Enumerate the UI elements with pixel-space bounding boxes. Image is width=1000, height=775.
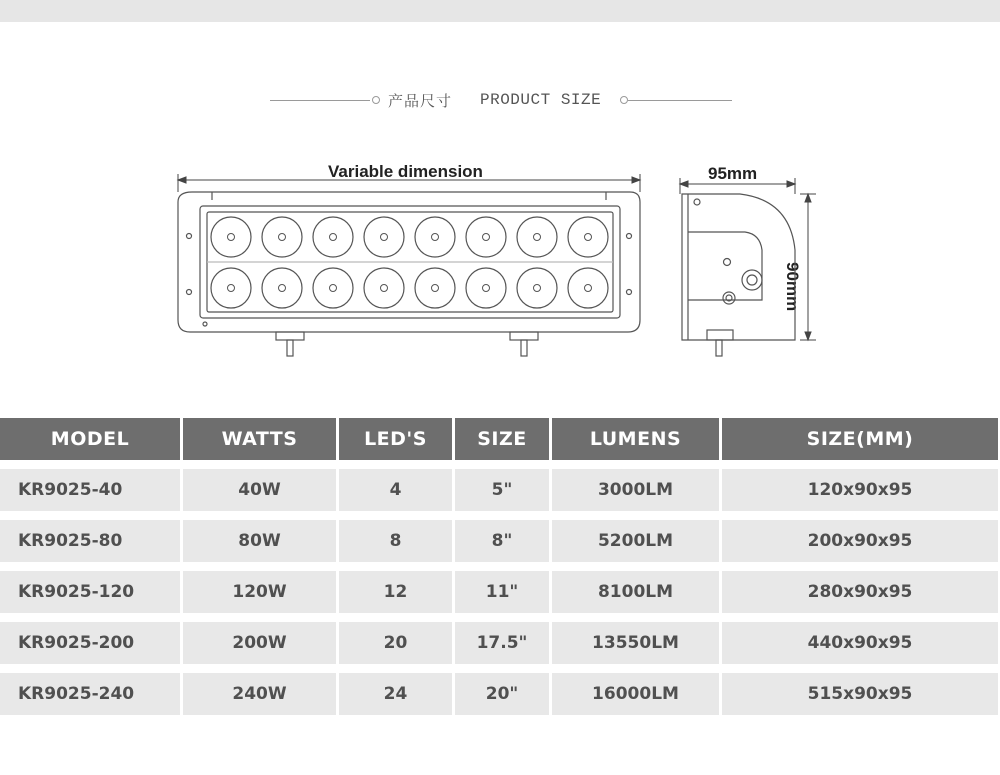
title-dot-right bbox=[620, 96, 628, 104]
cell-lumens: 3000LM bbox=[552, 469, 719, 511]
cell-watts: 200W bbox=[183, 622, 336, 664]
spec-table bbox=[0, 418, 1000, 724]
cell-leds: 12 bbox=[339, 571, 452, 613]
led-lens bbox=[364, 268, 404, 308]
led-chip bbox=[381, 285, 388, 292]
cell-lumens: 5200LM bbox=[552, 520, 719, 562]
table-row bbox=[0, 520, 1000, 562]
led-lens bbox=[211, 268, 251, 308]
cell-size: 20" bbox=[455, 673, 549, 715]
cell-size: 17.5" bbox=[455, 622, 549, 664]
led-lens bbox=[466, 217, 506, 257]
cell-model: KR9025-40 bbox=[0, 469, 180, 511]
header-size-mm: SIZE(MM) bbox=[722, 418, 998, 460]
top-bar bbox=[0, 0, 1000, 22]
led-chip bbox=[483, 234, 490, 241]
header-leds: LED'S bbox=[339, 418, 452, 460]
led-lens bbox=[364, 217, 404, 257]
led-lens bbox=[415, 217, 455, 257]
cell-watts: 40W bbox=[183, 469, 336, 511]
led-lens bbox=[415, 268, 455, 308]
led-chip bbox=[585, 285, 592, 292]
cell-size-mm: 120x90x95 bbox=[722, 469, 998, 511]
led-lens bbox=[313, 217, 353, 257]
led-chip bbox=[585, 234, 592, 241]
cell-model: KR9025-80 bbox=[0, 520, 180, 562]
led-lens bbox=[568, 217, 608, 257]
title-dot-left bbox=[372, 96, 380, 104]
led-chip bbox=[330, 285, 337, 292]
header-size: SIZE bbox=[455, 418, 549, 460]
cell-lumens: 8100LM bbox=[552, 571, 719, 613]
led-chip bbox=[228, 234, 235, 241]
cell-size-mm: 515x90x95 bbox=[722, 673, 998, 715]
table-row bbox=[0, 469, 1000, 511]
side-width-label: 95mm bbox=[708, 164, 758, 183]
cell-leds: 20 bbox=[339, 622, 452, 664]
cell-model: KR9025-200 bbox=[0, 622, 180, 664]
led-chip bbox=[228, 285, 235, 292]
title-chinese: 产品尺寸 bbox=[388, 92, 453, 110]
led-chip bbox=[330, 234, 337, 241]
title-english: PRODUCT SIZE bbox=[480, 91, 602, 109]
led-chip bbox=[534, 285, 541, 292]
led-chip bbox=[483, 285, 490, 292]
led-lens bbox=[517, 217, 557, 257]
led-chip bbox=[432, 234, 439, 241]
product-diagram bbox=[0, 150, 1000, 390]
led-lens bbox=[517, 268, 557, 308]
side-height-label: 90mm bbox=[783, 262, 802, 312]
front-view bbox=[178, 192, 640, 356]
led-chip bbox=[381, 234, 388, 241]
led-lens bbox=[466, 268, 506, 308]
table-row bbox=[0, 673, 1000, 715]
cell-size: 8" bbox=[455, 520, 549, 562]
cell-watts: 80W bbox=[183, 520, 336, 562]
cell-size-mm: 280x90x95 bbox=[722, 571, 998, 613]
title-line-left bbox=[270, 100, 370, 101]
side-view bbox=[682, 194, 795, 356]
section-title bbox=[0, 88, 1000, 114]
header-model: MODEL bbox=[0, 418, 180, 460]
front-dimension-label: Variable dimension bbox=[328, 162, 483, 181]
cell-size-mm: 440x90x95 bbox=[722, 622, 998, 664]
diagram-drawing bbox=[0, 150, 1000, 390]
led-chip bbox=[432, 285, 439, 292]
cell-leds: 4 bbox=[339, 469, 452, 511]
header-lumens: LUMENS bbox=[552, 418, 719, 460]
front-dimension-line bbox=[178, 174, 640, 192]
led-chip bbox=[279, 285, 286, 292]
table-row bbox=[0, 571, 1000, 613]
cell-model: KR9025-240 bbox=[0, 673, 180, 715]
led-lens bbox=[313, 268, 353, 308]
cell-leds: 8 bbox=[339, 520, 452, 562]
cell-lumens: 13550LM bbox=[552, 622, 719, 664]
led-lens bbox=[568, 268, 608, 308]
table-row bbox=[0, 622, 1000, 664]
led-lens bbox=[262, 217, 302, 257]
led-chip bbox=[279, 234, 286, 241]
led-lens bbox=[262, 268, 302, 308]
cell-size-mm: 200x90x95 bbox=[722, 520, 998, 562]
cell-watts: 240W bbox=[183, 673, 336, 715]
led-lens bbox=[211, 217, 251, 257]
cell-leds: 24 bbox=[339, 673, 452, 715]
table-header-row bbox=[0, 418, 1000, 460]
led-chip bbox=[534, 234, 541, 241]
cell-size: 5" bbox=[455, 469, 549, 511]
title-line-right bbox=[628, 100, 732, 101]
cell-model: KR9025-120 bbox=[0, 571, 180, 613]
cell-watts: 120W bbox=[183, 571, 336, 613]
cell-lumens: 16000LM bbox=[552, 673, 719, 715]
header-watts: WATTS bbox=[183, 418, 336, 460]
cell-size: 11" bbox=[455, 571, 549, 613]
